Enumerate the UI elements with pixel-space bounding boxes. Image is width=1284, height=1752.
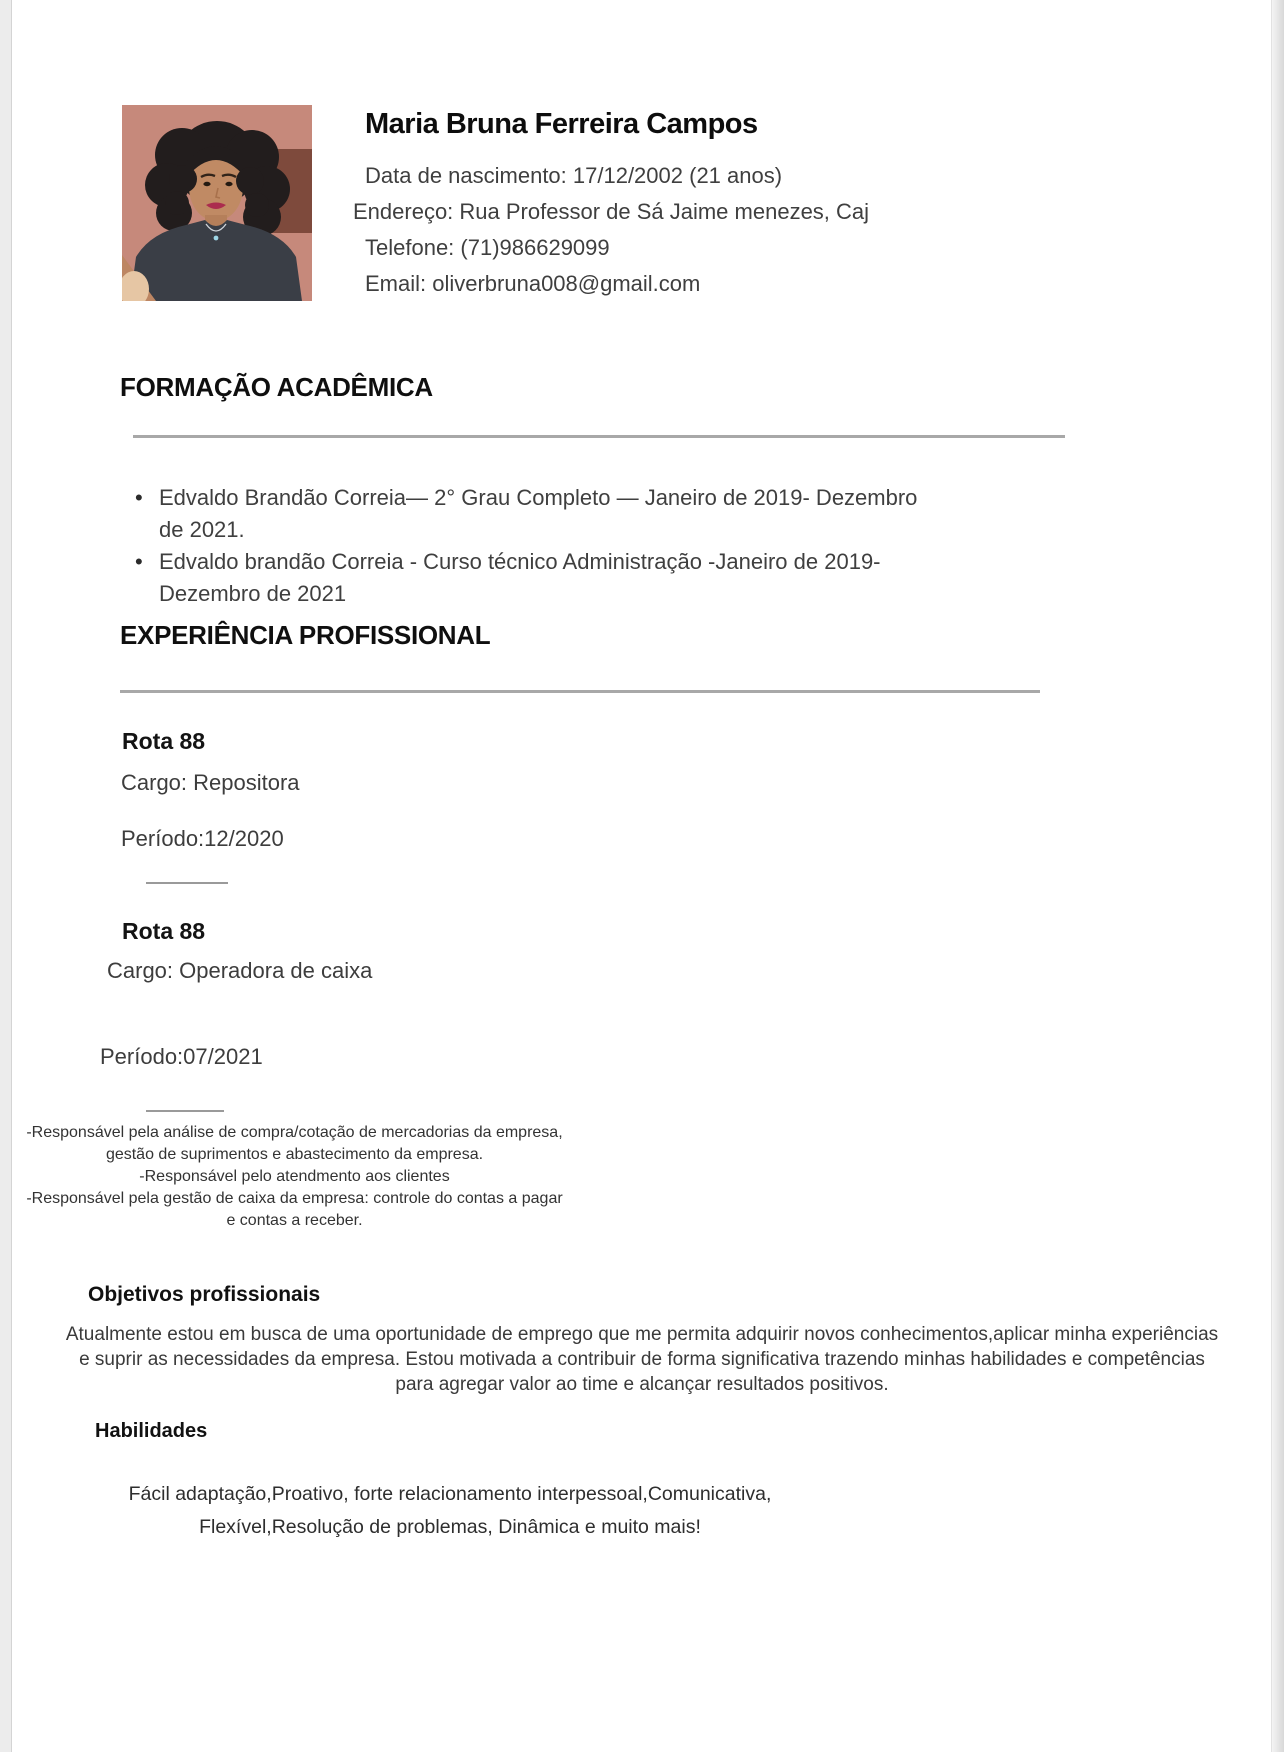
responsibility-line: -Responsável pelo atendmento aos clientes: [139, 1168, 450, 1185]
job-period: Período:12/2020: [121, 826, 284, 851]
section-title-objectives: Objetivos profissionais: [88, 1283, 321, 1306]
section-title-experience: EXPERIÊNCIA PROFISSIONAL: [120, 620, 491, 650]
job-role: Cargo: Operadora de caixa: [107, 958, 373, 983]
job-responsibilities: [22, 1122, 567, 1232]
job-divider: [146, 882, 228, 884]
resume-page: [12, 0, 1271, 1752]
job-company: Rota 88: [122, 728, 206, 754]
skills-text: Fácil adaptação,Proativo, forte relacionamento interpessoal,Comunicativa, Flexível,Resolução de problemas, Dinâmica e muito mais!: [128, 1483, 772, 1538]
section-title-education: FORMAÇÃO ACADÊMICA: [120, 372, 433, 402]
job-divider: [146, 1110, 224, 1112]
address-line: Endereço: Rua Professor de Sá Jaime menezes, Caj: [353, 199, 870, 224]
birth-date-line: Data de nascimento: 17/12/2002 (21 anos): [365, 163, 783, 188]
profile-photo: [122, 105, 312, 301]
education-item: • Edvaldo Brandão Correia— 2° Grau Completo — Janeiro de 2019- Dezembro de 2021.: [133, 482, 933, 546]
objectives-text: Atualmente estou em busca de uma oportunidade de emprego que me permita adquirir novos conhecimentos,aplicar minha experiências e suprir as necessidades da empresa. Estou motivada a contribuir de forma significativa trazendo minhas habilidades e competências para agregar valor ao time e alcançar resultados positivos.: [65, 1324, 1219, 1395]
education-item: • Edvaldo brandão Correia - Curso técnico Administração -Janeiro de 2019- Dezembro de 2021: [133, 546, 933, 610]
email-line: Email: oliverbruna008@gmail.com: [365, 271, 701, 296]
portrait-illustration: [122, 105, 312, 301]
page-edge-left: [0, 0, 12, 1752]
responsibility-line: -Responsável pela gestão de caixa da empresa: controle do contas a pagar e contas a receber.: [26, 1190, 563, 1229]
experience-divider: [120, 690, 1040, 693]
education-divider: [133, 435, 1065, 438]
page-edge-right: [1271, 0, 1284, 1752]
responsibility-line: -Responsável pela análise de compra/cotação de mercadorias da empresa, gestão de suprimentos e abastecimento da empresa.: [26, 1124, 563, 1163]
job-company: Rota 88: [122, 918, 206, 944]
education-list: [133, 482, 933, 610]
job-period: Período:07/2021: [100, 1044, 263, 1069]
job-role: Cargo: Repositora: [121, 770, 300, 795]
person-name: Maria Bruna Ferreira Campos: [365, 108, 758, 140]
phone-line: Telefone: (71)986629099: [365, 235, 610, 260]
section-title-skills: Habilidades: [95, 1420, 208, 1442]
